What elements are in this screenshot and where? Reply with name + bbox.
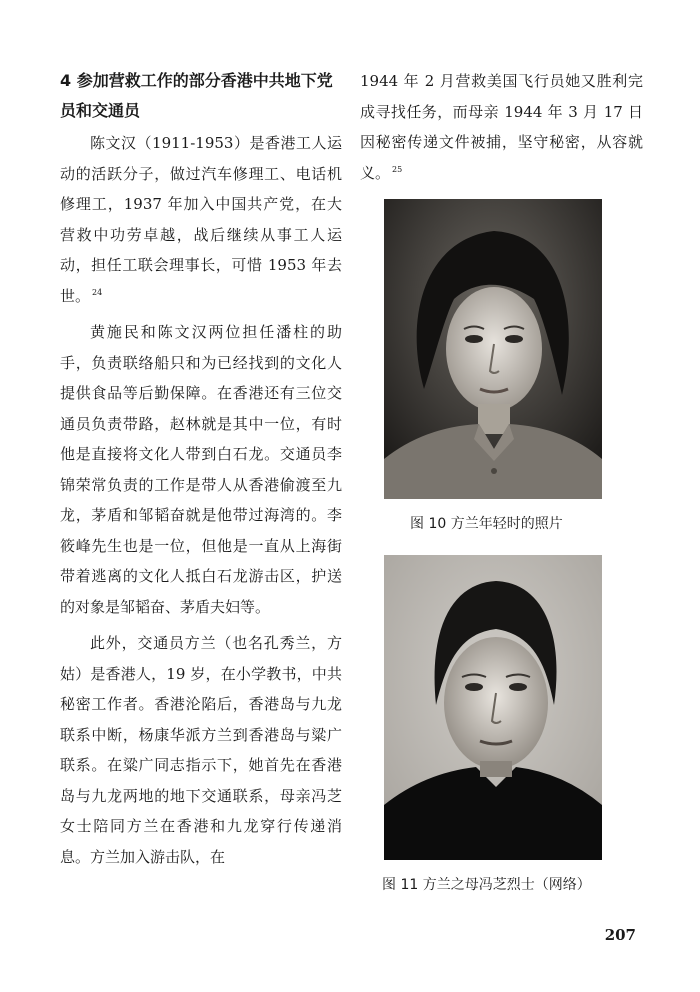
section-heading-line1: 4 参加营救工作的部分香港中共地下党 bbox=[60, 71, 333, 90]
paragraph-assistants bbox=[60, 317, 342, 622]
figure-11-caption: 图 11 方兰之母冯芝烈士（网络） bbox=[382, 877, 591, 893]
paragraph-fang-lan bbox=[60, 628, 342, 872]
page-number: 207 bbox=[604, 926, 636, 944]
section-heading bbox=[60, 66, 342, 126]
portrait-photo-fang-lan bbox=[384, 199, 602, 499]
section-heading-line2: 员和交通员 bbox=[60, 101, 141, 120]
paragraph-chen-wenhan bbox=[60, 128, 342, 311]
figure-10-caption: 图 10 方兰年轻时的照片 bbox=[410, 516, 563, 532]
right-column bbox=[360, 66, 643, 194]
footnote-marker: 24 bbox=[92, 287, 103, 297]
paragraph-continued bbox=[360, 66, 643, 188]
paragraph-text: 此外，交通员方兰（也名孔秀兰，方姑）是香港人，19 岁，在小学教书，中共秘密工作者。香港沦陷后，香港岛与九龙联系中断，杨康华派方兰到香港岛与粱广联系。在粱广同志指示下，她首先在香港岛与九龙两地的地下交通联系，母亲冯芝女士陪同方兰在香港和九龙穿行传递消息。方兰加入游击队，在 bbox=[60, 634, 342, 866]
left-column bbox=[60, 66, 342, 878]
paragraph-text: 1944 年 2 月营救美国飞行员她又胜利完成寻找任务，而母亲 1944 年 3 月 17 日因秘密传递文件被捕，坚守秘密，从容就义。 bbox=[360, 72, 643, 182]
paragraph-text: 黄施民和陈文汉两位担任潘柱的助手，负责联络船只和为已经找到的文化人提供食品等后勤保障。在香港还有三位交通员负责带路，赵林就是其中一位，有时他是直接将文化人带到白石龙。交通员李锦荣常负责的工作是带人从香港偷渡至九龙，茅盾和邹韬奋就是他带过海湾的。李筱峰先生也是一位，但他是一直从上海街带着逃离的文化人抵白石龙游击区，护送的对象是邹韬奋、茅盾夫妇等。 bbox=[60, 323, 342, 616]
portrait-photo-feng-zhi bbox=[384, 555, 602, 860]
paragraph-text: 陈文汉（1911-1953）是香港工人运动的活跃分子，做过汽车修理工、电话机修理工，1937 年加入中国共产党，在大营救中功劳卓越，战后继续从事工人运动，担任工联会理事长，可惜 1953 年去世。 bbox=[60, 134, 342, 305]
footnote-marker: 25 bbox=[392, 164, 403, 174]
